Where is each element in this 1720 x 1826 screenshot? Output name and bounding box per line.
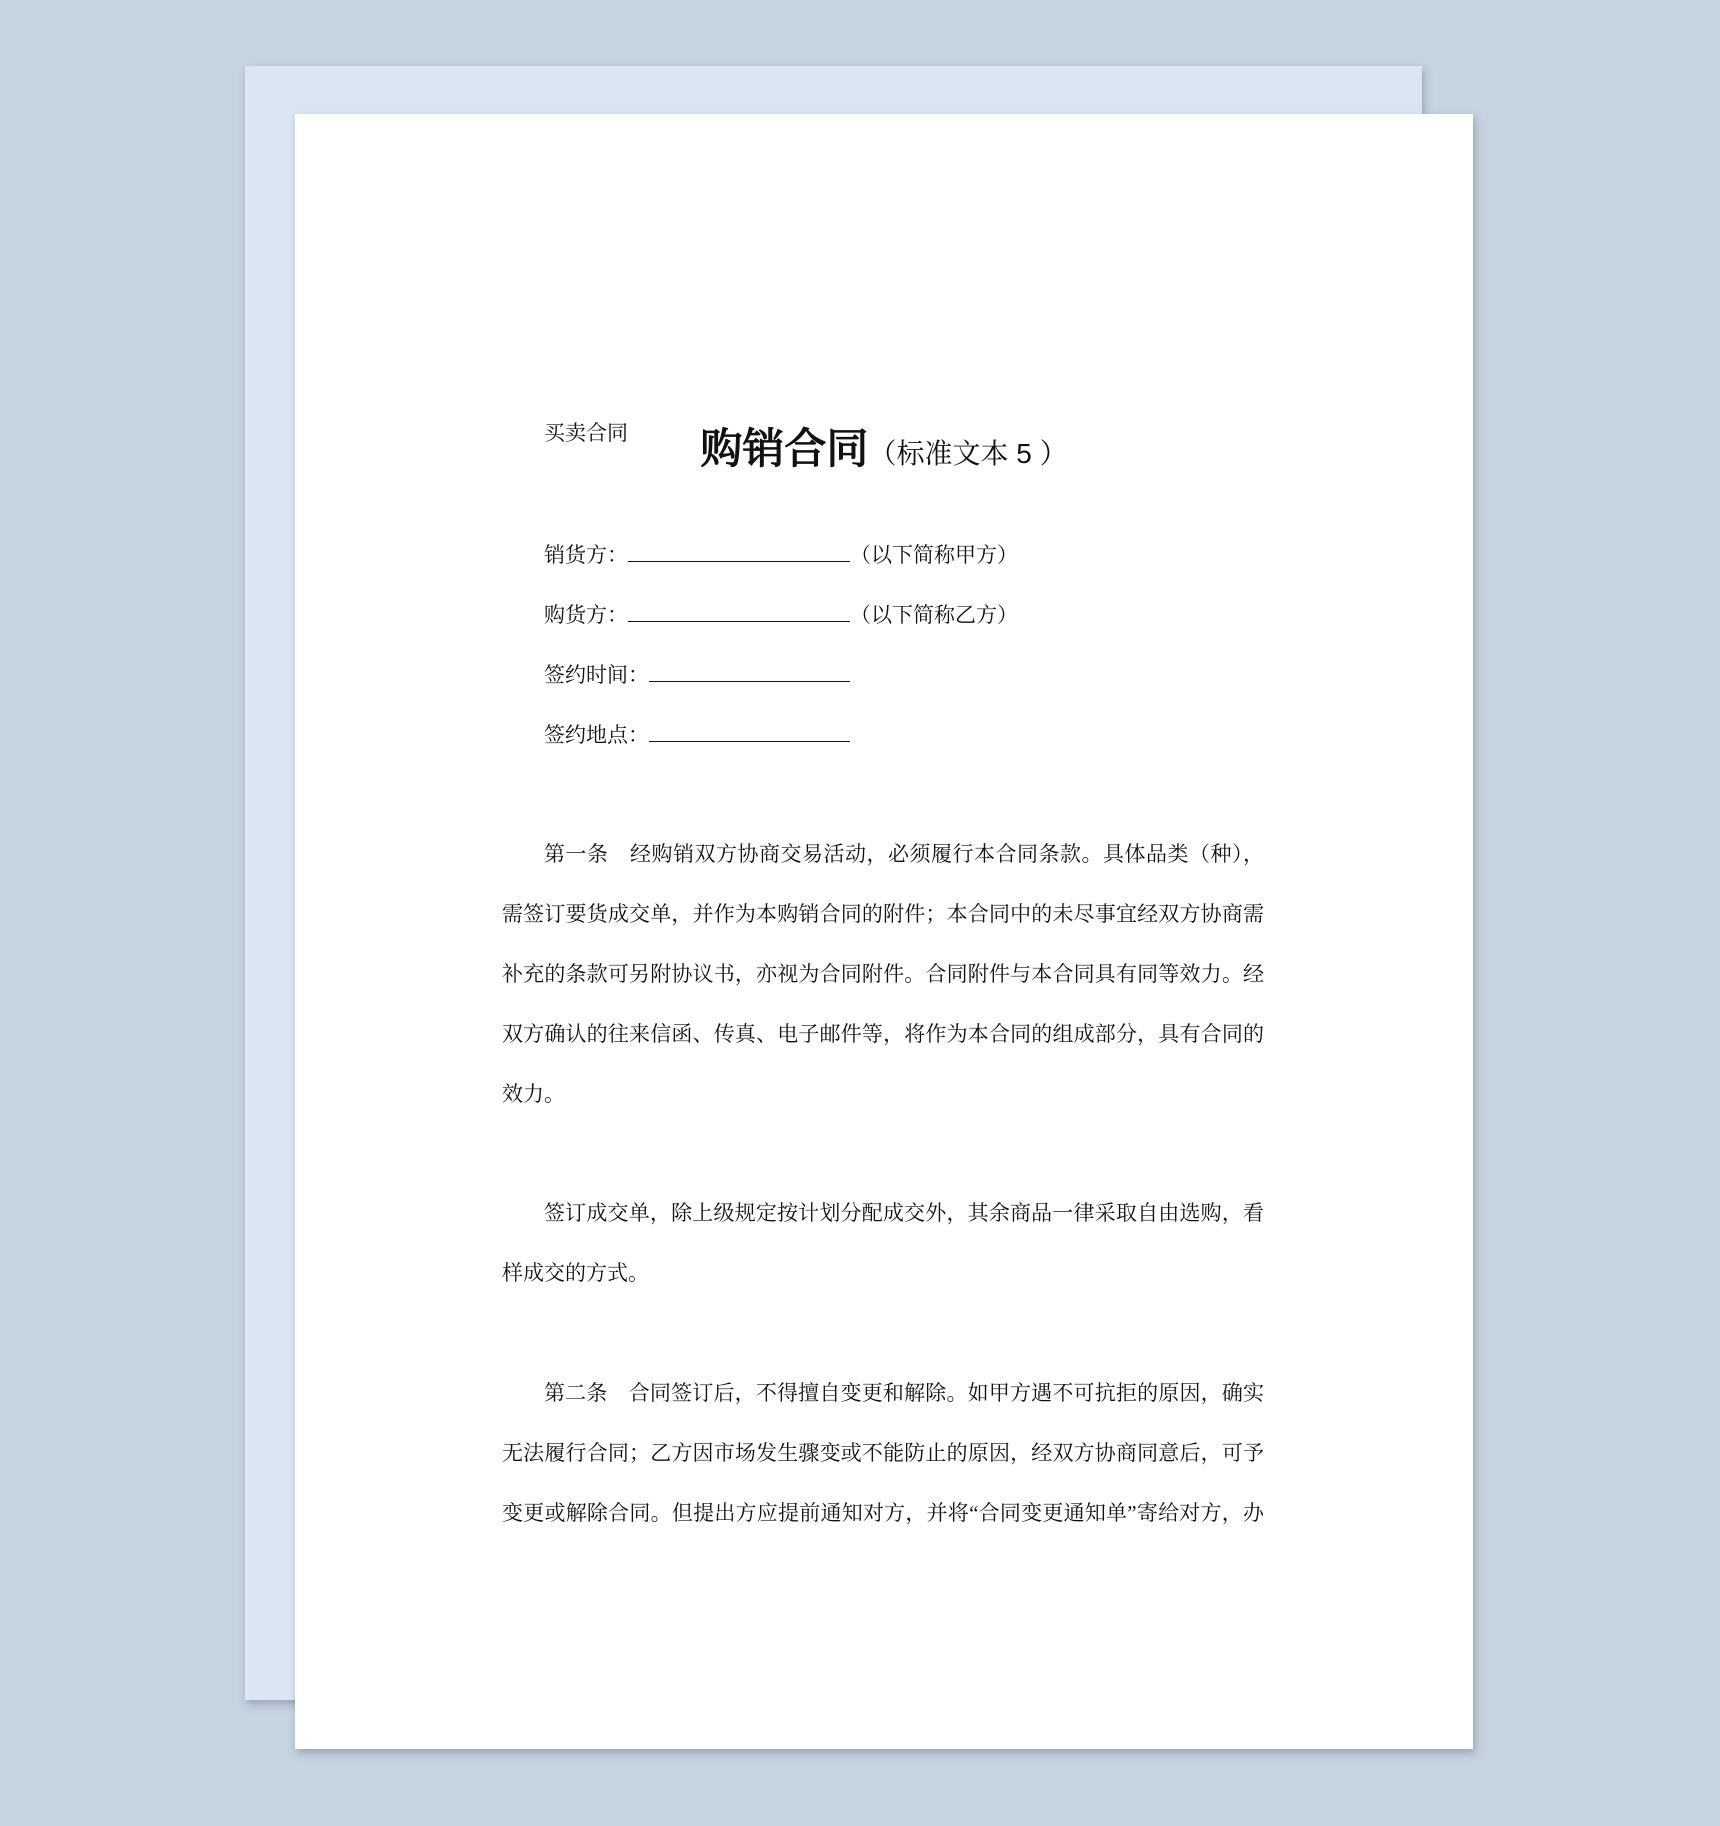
field-seller xyxy=(544,543,1018,566)
paragraph-line: 需签订要货成交单，并作为本购销合同的附件；本合同中的未尽事宜经双方协商需 xyxy=(502,902,1264,926)
document-title xyxy=(295,425,1473,472)
blank-line xyxy=(649,723,850,742)
blank-line xyxy=(628,603,850,622)
field-note: （以下简称甲方） xyxy=(850,543,1018,567)
paragraph-line: 样成交的方式。 xyxy=(502,1261,649,1285)
document-subtitle: 买卖合同 xyxy=(544,421,628,445)
blank-line xyxy=(649,663,850,682)
field-sign-time xyxy=(544,663,850,686)
paragraph-line: 第二条 合同签订后，不得擅自变更和解除。如甲方遇不可抗拒的原因，确实 xyxy=(544,1381,1264,1405)
title-sub: （标准文本 5 ） xyxy=(868,438,1068,469)
paragraph-line: 签订成交单，除上级规定按计划分配成交外，其余商品一律采取自由选购，看 xyxy=(544,1201,1264,1225)
document-page xyxy=(295,114,1473,1749)
blank-line xyxy=(628,543,850,562)
field-label: 签约时间： xyxy=(544,663,649,687)
paragraph-line: 无法履行合同；乙方因市场发生骤变或不能防止的原因，经双方协商同意后，可予 xyxy=(502,1441,1264,1465)
title-main: 购销合同 xyxy=(700,425,869,472)
paragraph-line: 补充的条款可另附协议书，亦视为合同附件。合同附件与本合同具有同等效力。经 xyxy=(502,962,1264,986)
field-label: 签约地点： xyxy=(544,723,649,747)
field-label: 销货方： xyxy=(544,543,628,567)
paragraph-line: 效力。 xyxy=(502,1082,565,1106)
field-note: （以下简称乙方） xyxy=(850,603,1018,627)
field-buyer xyxy=(544,603,1018,626)
paragraph-line: 变更或解除合同。但提出方应提前通知对方，并将“合同变更通知单”寄给对方，办 xyxy=(502,1501,1264,1525)
paragraph-line: 第一条 经购销双方协商交易活动，必须履行本合同条款。具体品类（种）， xyxy=(544,842,1264,866)
paragraph-line: 双方确认的往来信函、传真、电子邮件等，将作为本合同的组成部分，具有合同的 xyxy=(502,1022,1264,1046)
field-label: 购货方： xyxy=(544,603,628,627)
field-sign-place xyxy=(544,723,850,746)
